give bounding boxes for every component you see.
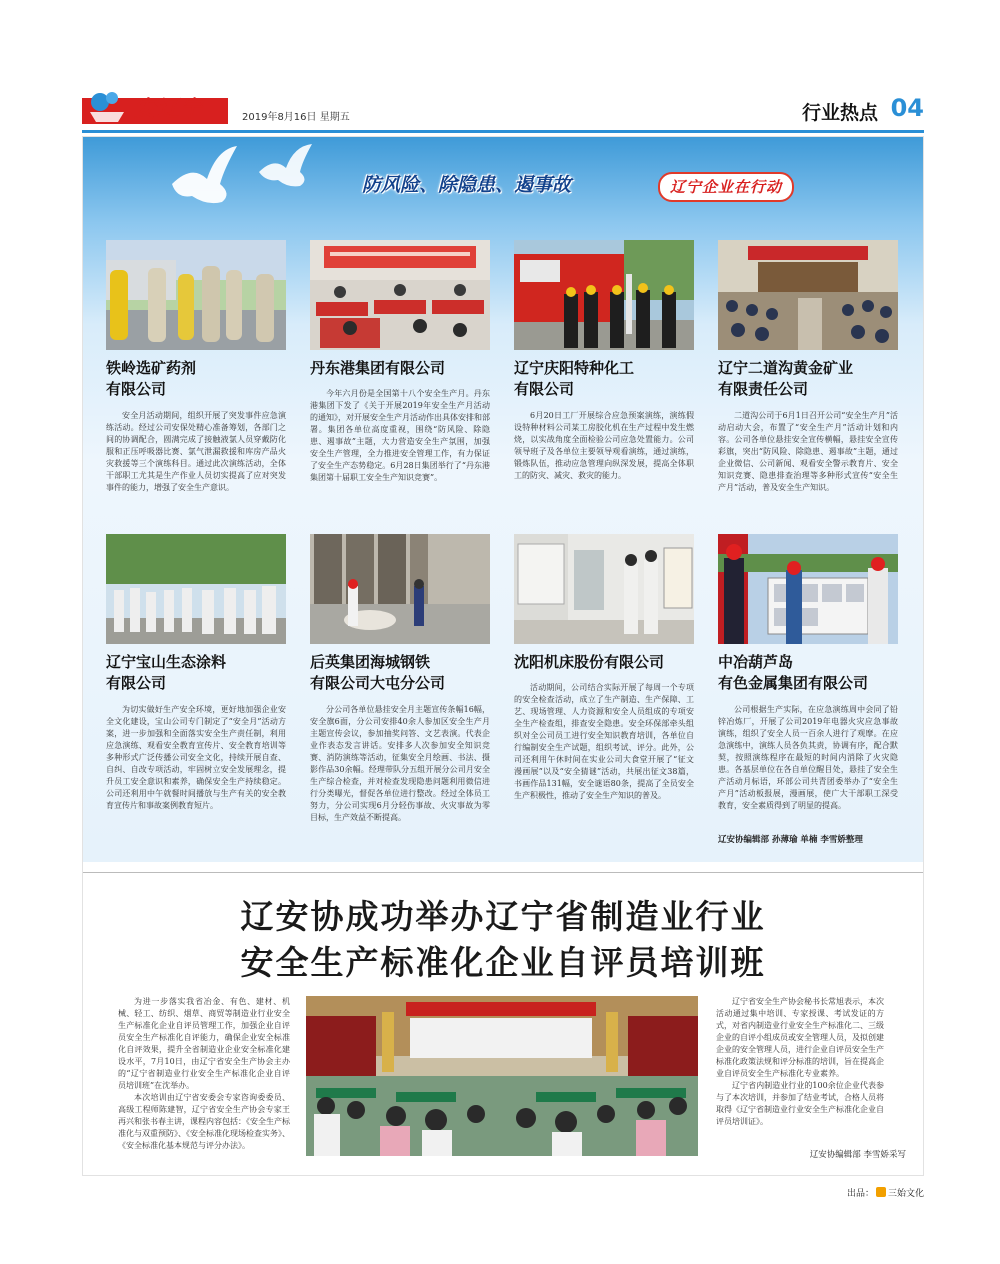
company-title-line: 有限公司 — [106, 380, 167, 398]
company-title — [310, 652, 496, 694]
photo-contest-hall — [310, 240, 490, 350]
dove-icon — [254, 142, 318, 192]
campaign-banner — [362, 170, 882, 202]
company-title-line: 后英集团海城钢铁 — [310, 653, 431, 671]
photo-poster-display — [718, 534, 898, 644]
article-credit: 辽安协编辑部 李雪娇采写 — [809, 1150, 906, 1160]
page-header — [82, 90, 924, 130]
company-title-line: 有限公司 — [106, 674, 167, 692]
company-body: 为切实做好生产安全环境，更好地加强企业安全文化建设，宝山公司专门制定了“安全月”活动方案，进一步加强和全面落实安全生产责任制，利用应急演练、观看安全教育宣传片、安全教育培训等多种形式广泛传播公司安全文化，持续开展自查、自纠、自改专项活动，牢固树立安全发展理念，提升员工安全意识和素养，确保安全生产持续稳定。公司还利用中午就餐时间播放与生产有关的安全教育宣传片和事故案例教育短片。 — [106, 705, 286, 810]
dove-icon — [162, 144, 242, 214]
publisher-logo-icon — [876, 1187, 886, 1197]
company-body: 活动期间，公司结合实际开展了每周一个专项的安全检查活动，成立了生产制造、生产保障、工艺、现场管理、人力资源和安全人员组成的专项安全生产检查组，排查安全隐患。安全环保部牵头组织对全公司员工进行安全知识教育培训，各单位自行编制安全生产试题，组织考试、评分。此外，公司还利用午休时间在实业公司大食堂开展了“征文漫画展”以及“安全猜谜”活动，共展出征文38篇，书画作品131幅，安全谜语80条，提高了全员安全生产积极性，推动了安全生产知识的普及。 — [514, 683, 694, 800]
company-title-line: 沈阳机床股份有限公司 — [514, 653, 665, 671]
article-column-left — [118, 996, 290, 1152]
company-body: 安全月活动期间，组织开展了突发事件应急演练活动。经过公司安保处精心准备筹划，各部门之间的协调配合，圆满完成了接触液氯人员穿戴防化服和正压呼吸器比赛、氯气泄漏救援和库房产品火灾救援等三个演练科目。通过此次演练活动，全体干部职工尤其是生产作业人员切实提高了应对突发事件的能力，增强了安全生产意识。 — [106, 411, 286, 492]
photo-extinguisher-drill — [310, 534, 490, 644]
company-title-line: 辽宁宝山生态涂料 — [106, 653, 227, 671]
banner-tag: 辽宁企业在行动 — [658, 172, 794, 202]
company-title-line: 辽宁二道沟黄金矿业 — [718, 359, 854, 377]
article-column-right — [716, 996, 884, 1128]
article-paragraph: 本次培训由辽宁省安委会专家咨询委委员、高级工程师陈建智，辽宁省安全生产协会专家王再兴和张书春主讲，课程内容包括：《安全生产标准化与双重预防》、《安全标准化现场检查实务》、《安全标准化基本规范与评分办法》。 — [118, 1093, 290, 1150]
article-headline — [82, 894, 924, 986]
company-title-line: 有限责任公司 — [718, 380, 809, 398]
page-number: 04 — [890, 94, 924, 122]
company-title-line: 有限公司 — [514, 380, 575, 398]
company-body: 分公司各单位悬挂安全月主题宣传条幅16幅，安全旗6面，分公司安排40余人参加区安全生产月主题宣传会议，参加抽奖问答、文艺表演。代表企业作表态发言讲话。安排多人次参加安全知识竞赛、消防演练等活动，征集安全月绘画、书法、摄影作品30余幅。经理带队分五组开展分公司月安全生产综合检查，并对检查发现隐患问题利用微信进行分类曝光，督促各单位进行整改。经过全体员工努力，分公司实现6月分轻伤事故、火灾事故为零目标，生产效益不断提高。 — [310, 705, 490, 822]
issue-date: 2019年8月16日 星期五 — [242, 112, 350, 123]
company-title-line: 铁岭选矿药剂 — [106, 359, 197, 377]
company-title — [106, 652, 292, 694]
company-body: 今年六月份是全国第十八个安全生产月。丹东港集团下发了《关于开展2019年安全生产月活动的通知》，对开展安全生产月活动作出具体安排和部署。集团各单位高度重视，围绕“防风险、除隐患、遏事故”主题，大力营造安全生产氛围，加强安全生产管理，全力推进安全管理工作，有力保证了安全生产态势稳定。6月28日集团举行了“丹东港集团第十届职工安全生产知识竞赛”。 — [310, 389, 490, 482]
banner-slogan: 防风险、除隐患、遏事故 — [362, 174, 572, 196]
company-title — [514, 652, 700, 673]
company-title — [310, 358, 496, 379]
company-title-line: 有限公司大屯分公司 — [310, 674, 446, 692]
footer-prefix: 出品： — [846, 1189, 874, 1199]
page-footer — [700, 1186, 924, 1199]
logo-text: 安辽宁 — [134, 97, 204, 122]
company-title-line: 辽宁庆阳特种化工 — [514, 359, 635, 377]
editor-credit: 辽安协编辑部 孙薄瑜 单楠 李雪娇整理 — [718, 835, 863, 845]
company-body: 公司根据生产实际，在应急演练周中会同了铅锌冶炼厂，开展了公司2019年电器火灾应急事故演练，组织了安全人员一百余人进行了观摩。在应急演练中，演练人员各负其责，协调有序，配合默契，按照演练程序在最短的时间内消除了火灾隐患。各基层单位在各自单位醒目处，悬挂了安全生产活动月标语，环部公司共青团委举办了“安全生产月”活动板报展，漫画展，使广大干部职工深受教育，安全素质得到了明显的提高。 — [718, 705, 898, 810]
photo-drill-hazmat — [106, 240, 286, 350]
photo-meeting-hall — [718, 240, 898, 350]
section-divider — [82, 872, 924, 873]
company-title — [718, 652, 904, 694]
company-title — [718, 358, 904, 400]
headline-line: 辽安协成功举办辽宁省制造业行业 — [240, 897, 766, 936]
footer-brand: 三始文化 — [887, 1189, 924, 1199]
article-paragraph: 辽宁省安全生产协会秘书长常旭表示，本次活动通过集中培训、专家授课、考试发证的方式，对省内制造业行业安全生产标准化二、三级企业的自评小组成员或安全管理人员，及拟创建企业的安全管理人员，进行企业自评员安全生产标准化政策法规和评分标准的培训，旨在提高企业自评员安全生产标准化专业素养。 — [716, 997, 884, 1078]
training-photo — [306, 996, 698, 1156]
company-title-line: 中冶葫芦岛 — [718, 653, 794, 671]
section-title: 行业热点 — [801, 102, 878, 124]
company-body: 二道沟公司于6月1日召开公司“安全生产月”活动启动大会，布置了“安全生产月”活动计划和内容。公司各单位悬挂安全宣传横幅，悬挂安全宣传彩旗，突出“防风险、除隐患、遏事故”主题，通过企业微信、公司新闻、观看安全警示教育片、安全知识竞赛、隐患排查治理等多种形式宣传“安全生产月”活动，普及安全生产知识。 — [718, 411, 898, 492]
article-paragraph: 为进一步落实我省冶金、有色、建材、机械、轻工、纺织、烟草、商贸等制造业行业安全生产标准化企业自评员管理工作，加强企业自评员安全生产标准化自评能力，确保企业安全标准化自评效果，提升全省制造业企业安全标准化建设水平，7月10日，由辽宁省安全生产协会主办的“辽宁省制造业行业安全生产标准化企业自评员培训班”在沈举办。 — [118, 997, 290, 1090]
company-title-line: 丹东港集团有限公司 — [310, 359, 446, 377]
training-hall-image — [306, 996, 698, 1156]
photo-workers-outdoor — [106, 534, 286, 644]
company-title — [514, 358, 700, 400]
company-title — [106, 358, 292, 400]
header-rule — [82, 130, 924, 133]
headline-line: 安全生产标准化企业自评员培训班 — [240, 943, 766, 982]
company-title-line: 有色金属集团有限公司 — [718, 674, 869, 692]
campaign-panel — [82, 136, 924, 862]
photo-fire-truck — [514, 240, 694, 350]
company-body: 6月20日工厂开展综合应急预案演练，演练假设特种材料公司某工房胶化机在生产过程中发生燃烧，以实战角度全面检验公司应急处置能力。公司领导班子及各单位主要领导观看演练，通过演练，锻炼队伍，推动应急管理向纵深发展，提高全体职工的防灾、减灾、救灾的能力。 — [514, 411, 694, 480]
photo-exhibition — [514, 534, 694, 644]
article-paragraph: 辽宁省内制造业行业的100余位企业代表参与了本次培训，并参加了结业考试，合格人员将取得《辽宁省制造业行业安全生产标准化企业自评员培训证》。 — [716, 1081, 884, 1126]
